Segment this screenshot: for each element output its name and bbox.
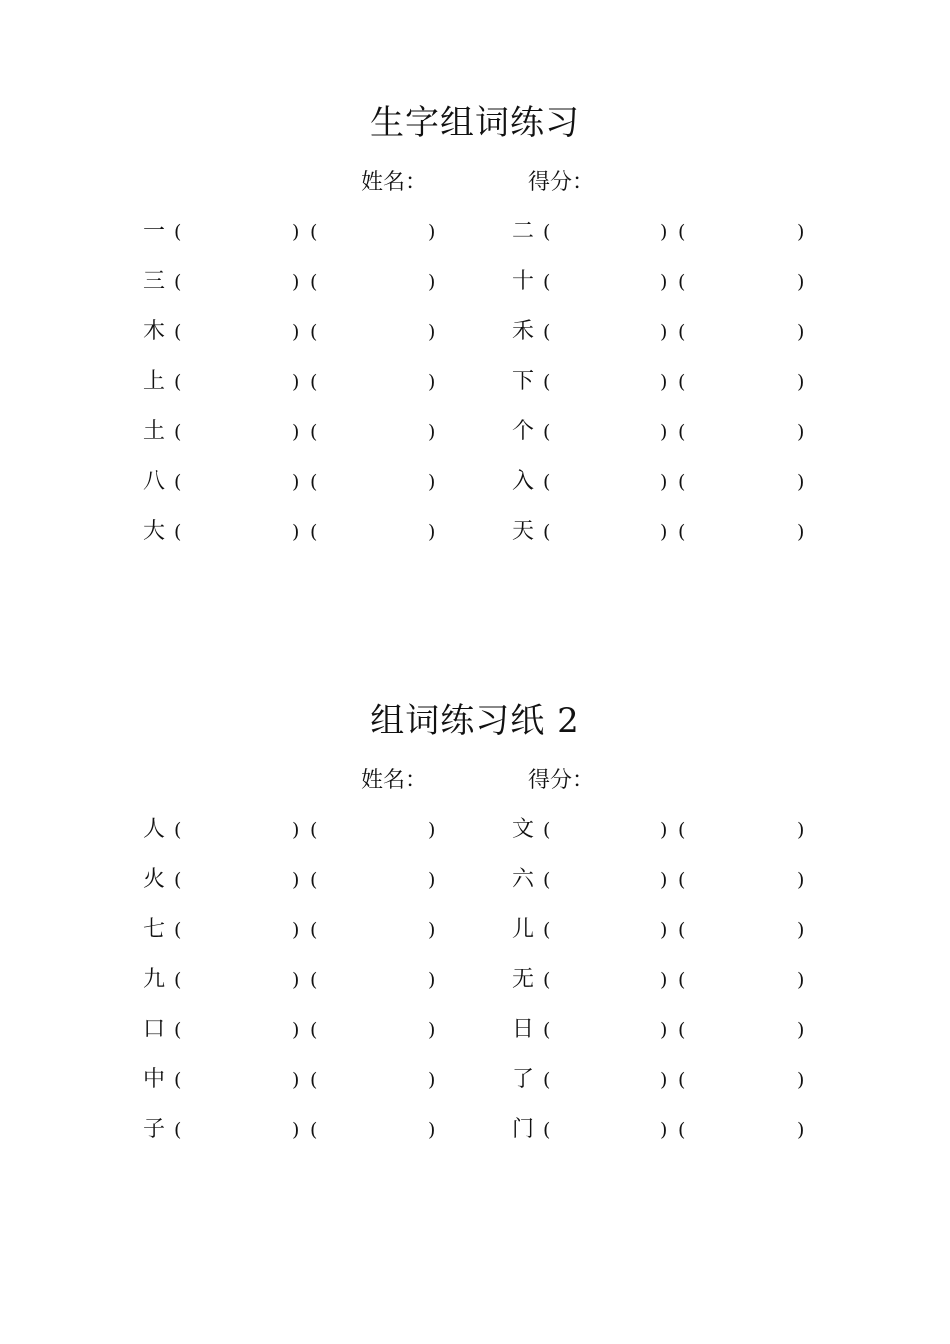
- target-character: 一: [143, 219, 166, 244]
- answer-blank-1-close: ): [292, 1119, 300, 1141]
- answer-blank-2-close: ): [797, 271, 805, 293]
- answer-blank-2-close: ): [428, 1119, 436, 1141]
- answer-blank-1-open: (: [543, 969, 551, 991]
- answer-blank-1-open: (: [174, 1119, 182, 1141]
- target-character: 子: [143, 1117, 166, 1142]
- answer-blank-2-open: (: [310, 421, 318, 443]
- exercise-row: [0, 413, 950, 463]
- target-character: 人: [143, 817, 166, 842]
- exercise-row: [0, 861, 950, 911]
- answer-blank-2-close: ): [428, 969, 436, 991]
- target-character: 了: [512, 1067, 535, 1092]
- answer-blank-1-close: ): [660, 421, 668, 443]
- target-character: 门: [512, 1117, 535, 1142]
- answer-blank-2-close: ): [797, 371, 805, 393]
- exercise-row: [0, 1111, 950, 1161]
- answer-blank-1-close: ): [292, 521, 300, 543]
- answer-blank-1-open: (: [174, 869, 182, 891]
- target-character: 八: [143, 469, 166, 494]
- answer-blank-2-close: ): [428, 271, 436, 293]
- worksheet-title: 组词练习纸 2: [370, 701, 580, 741]
- target-character: 下: [512, 369, 535, 394]
- exercise-row: [0, 363, 950, 413]
- target-character: 儿: [512, 917, 535, 942]
- answer-blank-1-close: ): [660, 869, 668, 891]
- answer-blank-1-open: (: [174, 271, 182, 293]
- answer-blank-1-open: (: [174, 321, 182, 343]
- answer-blank-2-open: (: [678, 869, 686, 891]
- answer-blank-1-close: ): [660, 969, 668, 991]
- answer-blank-1-open: (: [543, 869, 551, 891]
- answer-blank-2-open: (: [310, 521, 318, 543]
- exercise-row: [0, 313, 950, 363]
- answer-blank-1-close: ): [660, 1069, 668, 1091]
- answer-blank-2-open: (: [678, 271, 686, 293]
- target-character: 木: [143, 319, 166, 344]
- answer-blank-2-open: (: [310, 271, 318, 293]
- target-character: 日: [512, 1017, 535, 1042]
- answer-blank-2-open: (: [678, 1019, 686, 1041]
- name-label: 姓名：: [361, 170, 428, 195]
- target-character: 入: [512, 469, 535, 494]
- answer-blank-2-open: (: [678, 969, 686, 991]
- answer-blank-1-close: ): [292, 371, 300, 393]
- exercise-row: [0, 513, 950, 563]
- answer-blank-2-close: ): [428, 221, 436, 243]
- answer-blank-2-close: ): [428, 919, 436, 941]
- answer-blank-1-open: (: [543, 471, 551, 493]
- answer-blank-2-open: (: [678, 471, 686, 493]
- answer-blank-1-close: ): [292, 221, 300, 243]
- answer-blank-1-close: ): [660, 371, 668, 393]
- answer-blank-1-close: ): [292, 919, 300, 941]
- answer-blank-1-open: (: [543, 819, 551, 841]
- target-character: 中: [143, 1067, 166, 1092]
- answer-blank-1-close: ): [660, 471, 668, 493]
- target-character: 九: [143, 967, 166, 992]
- answer-blank-1-close: ): [292, 321, 300, 343]
- exercise-row: [0, 961, 950, 1011]
- target-character: 禾: [512, 319, 535, 344]
- answer-blank-2-open: (: [310, 969, 318, 991]
- answer-blank-1-open: (: [543, 321, 551, 343]
- answer-blank-2-open: (: [678, 521, 686, 543]
- answer-blank-1-open: (: [543, 421, 551, 443]
- answer-blank-2-open: (: [310, 1119, 318, 1141]
- answer-blank-2-open: (: [310, 819, 318, 841]
- answer-blank-2-open: (: [310, 321, 318, 343]
- answer-blank-2-open: (: [310, 919, 318, 941]
- answer-blank-2-close: ): [428, 471, 436, 493]
- target-character: 二: [512, 219, 535, 244]
- target-character: 六: [512, 867, 535, 892]
- answer-blank-1-open: (: [174, 1069, 182, 1091]
- answer-blank-1-open: (: [174, 421, 182, 443]
- answer-blank-2-open: (: [678, 221, 686, 243]
- answer-blank-1-open: (: [543, 1119, 551, 1141]
- answer-blank-1-close: ): [660, 521, 668, 543]
- answer-blank-2-close: ): [797, 221, 805, 243]
- target-character: 火: [143, 867, 166, 892]
- answer-blank-1-close: ): [292, 471, 300, 493]
- answer-blank-2-close: ): [428, 521, 436, 543]
- answer-blank-1-close: ): [660, 1019, 668, 1041]
- answer-blank-1-close: ): [292, 869, 300, 891]
- target-character: 个: [512, 419, 535, 444]
- answer-blank-2-close: ): [428, 371, 436, 393]
- answer-blank-1-open: (: [174, 221, 182, 243]
- target-character: 文: [512, 817, 535, 842]
- answer-blank-1-close: ): [660, 919, 668, 941]
- answer-blank-2-open: (: [310, 371, 318, 393]
- answer-blank-2-close: ): [428, 869, 436, 891]
- answer-blank-2-close: ): [428, 421, 436, 443]
- answer-blank-2-close: ): [797, 471, 805, 493]
- answer-blank-1-open: (: [543, 371, 551, 393]
- score-label: 得分：: [528, 170, 595, 195]
- target-character: 土: [143, 419, 166, 444]
- answer-blank-2-open: (: [310, 1019, 318, 1041]
- answer-blank-2-close: ): [797, 1119, 805, 1141]
- answer-blank-1-open: (: [543, 1069, 551, 1091]
- score-label: 得分：: [528, 768, 595, 793]
- answer-blank-1-open: (: [174, 471, 182, 493]
- target-character: 三: [143, 269, 166, 294]
- answer-blank-2-close: ): [797, 1019, 805, 1041]
- target-character: 大: [143, 519, 166, 544]
- answer-blank-2-close: ): [797, 919, 805, 941]
- answer-blank-2-open: (: [678, 421, 686, 443]
- answer-blank-2-close: ): [797, 819, 805, 841]
- exercise-rows: [0, 811, 950, 1161]
- answer-blank-1-open: (: [174, 371, 182, 393]
- answer-blank-1-close: ): [292, 1069, 300, 1091]
- answer-blank-2-close: ): [428, 1019, 436, 1041]
- exercise-rows: [0, 213, 950, 563]
- answer-blank-2-open: (: [678, 1069, 686, 1091]
- target-character: 七: [143, 917, 166, 942]
- exercise-row: [0, 263, 950, 313]
- answer-blank-2-open: (: [678, 819, 686, 841]
- answer-blank-1-close: ): [292, 421, 300, 443]
- answer-blank-2-close: ): [797, 969, 805, 991]
- answer-blank-2-close: ): [428, 819, 436, 841]
- answer-blank-2-close: ): [797, 321, 805, 343]
- answer-blank-2-open: (: [310, 221, 318, 243]
- answer-blank-2-open: (: [678, 371, 686, 393]
- answer-blank-1-open: (: [174, 1019, 182, 1041]
- answer-blank-1-close: ): [292, 1019, 300, 1041]
- answer-blank-1-open: (: [174, 969, 182, 991]
- answer-blank-1-close: ): [660, 221, 668, 243]
- answer-blank-2-close: ): [797, 869, 805, 891]
- answer-blank-2-close: ): [428, 1069, 436, 1091]
- answer-blank-2-close: ): [797, 1069, 805, 1091]
- target-character: 十: [512, 269, 535, 294]
- name-label: 姓名：: [361, 768, 428, 793]
- exercise-row: [0, 213, 950, 263]
- answer-blank-1-open: (: [543, 221, 551, 243]
- target-character: 上: [143, 369, 166, 394]
- answer-blank-1-close: ): [660, 321, 668, 343]
- answer-blank-1-close: ): [292, 271, 300, 293]
- answer-blank-1-open: (: [174, 819, 182, 841]
- answer-blank-2-open: (: [678, 1119, 686, 1141]
- answer-blank-1-open: (: [543, 521, 551, 543]
- answer-blank-1-close: ): [660, 819, 668, 841]
- exercise-row: [0, 1061, 950, 1111]
- exercise-row: [0, 911, 950, 961]
- target-character: 天: [512, 519, 535, 544]
- target-character: 口: [143, 1017, 166, 1042]
- answer-blank-1-open: (: [174, 919, 182, 941]
- exercise-row: [0, 463, 950, 513]
- answer-blank-1-open: (: [174, 521, 182, 543]
- answer-blank-2-open: (: [678, 919, 686, 941]
- answer-blank-2-open: (: [310, 1069, 318, 1091]
- answer-blank-1-open: (: [543, 919, 551, 941]
- answer-blank-1-close: ): [660, 1119, 668, 1141]
- exercise-row: [0, 811, 950, 861]
- exercise-row: [0, 1011, 950, 1061]
- answer-blank-2-open: (: [310, 471, 318, 493]
- answer-blank-1-close: ): [292, 969, 300, 991]
- answer-blank-2-open: (: [678, 321, 686, 343]
- answer-blank-2-close: ): [797, 421, 805, 443]
- worksheet-title: 生字组词练习: [370, 103, 580, 143]
- answer-blank-1-close: ): [660, 271, 668, 293]
- answer-blank-1-open: (: [543, 1019, 551, 1041]
- answer-blank-2-close: ): [797, 521, 805, 543]
- answer-blank-2-close: ): [428, 321, 436, 343]
- answer-blank-1-open: (: [543, 271, 551, 293]
- answer-blank-1-close: ): [292, 819, 300, 841]
- target-character: 无: [512, 967, 535, 992]
- answer-blank-2-open: (: [310, 869, 318, 891]
